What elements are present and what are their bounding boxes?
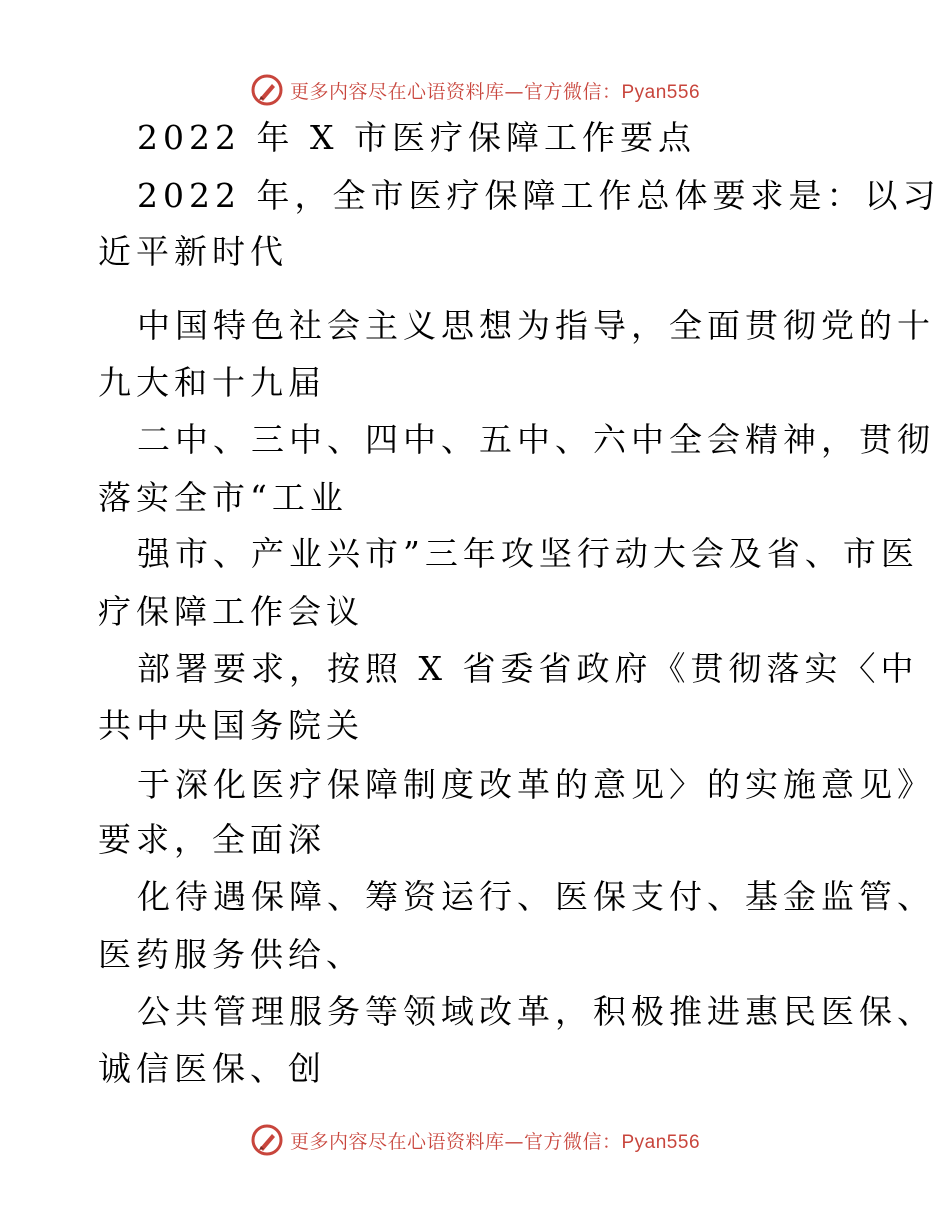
paragraph-line: 九大和十九届 — [98, 363, 326, 402]
paragraph-line: 要求，全面深 — [98, 820, 326, 859]
paragraph-line: 中国特色社会主义思想为指导，全面贯彻党的十 — [137, 306, 935, 345]
paragraph-line: 二中、三中、四中、五中、六中全会精神，贯彻 — [137, 420, 935, 459]
document-title: 2022 年 X 市医疗保障工作要点 — [137, 118, 696, 157]
paragraph-line: 化待遇保障、筹资运行、医保支付、基金监管、 — [137, 877, 935, 916]
header-watermark — [0, 70, 950, 110]
watermark-text: 更多内容尽在心语资料库—官方微信：Pyan556 — [289, 1130, 701, 1153]
watermark-text: 更多内容尽在心语资料库—官方微信：Pyan556 — [289, 80, 701, 103]
paragraph-line: 2022 年，全市医疗保障工作总体要求是：以习 — [137, 176, 941, 215]
paragraph-line: 公共管理服务等领域改革，积极推进惠民医保、 — [137, 992, 935, 1031]
paragraph-line: 医药服务供给、 — [98, 935, 364, 974]
paragraph-line: 诚信医保、创 — [98, 1049, 326, 1088]
footer-watermark — [0, 1120, 950, 1160]
paragraph-line: 强市、产业兴市”三年攻坚行动大会及省、市医 — [137, 534, 919, 573]
paragraph-line: 落实全市“工业 — [98, 478, 348, 517]
paragraph-line: 共中央国务院关 — [98, 706, 364, 745]
paragraph-line: 疗保障工作会议 — [98, 592, 364, 631]
pen-logo-icon — [250, 73, 284, 107]
paragraph-line: 近平新时代 — [98, 232, 288, 271]
paragraph-line: 部署要求，按照 X 省委省政府《贯彻落实〈中 — [137, 649, 919, 688]
paragraph-line: 于深化医疗保障制度改革的意见〉的实施意见》 — [137, 765, 935, 804]
pen-logo-icon — [250, 1123, 284, 1157]
